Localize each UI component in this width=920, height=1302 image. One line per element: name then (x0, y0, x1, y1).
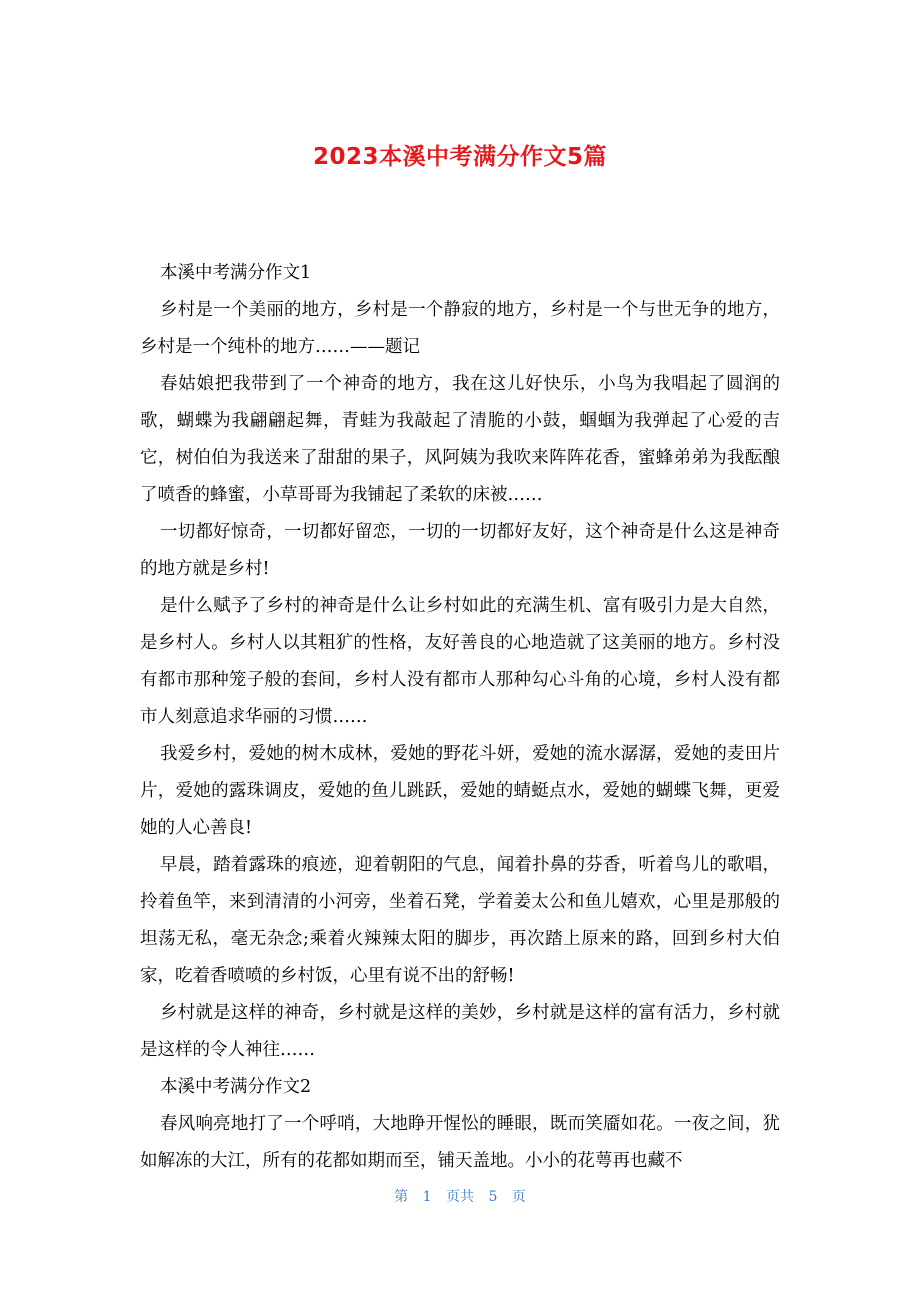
document-body (140, 255, 780, 1180)
paragraph: 一切都好惊奇，一切都好留恋，一切的一切都好友好，这个神奇是什么这是神奇的地方就是乡村! (140, 522, 780, 579)
paragraph: 乡村是一个美丽的地方，乡村是一个静寂的地方，乡村是一个与世无争的地方，乡村是一个纯朴的地方……——题记 (140, 300, 780, 357)
section-heading-2: 本溪中考满分作文2 (160, 1077, 312, 1097)
footer-end-label: 页 (511, 1189, 526, 1205)
section-heading-1: 本溪中考满分作文1 (160, 263, 312, 283)
paragraph: 是什么赋予了乡村的神奇是什么让乡村如此的充满生机、富有吸引力是大自然，是乡村人。乡村人以其粗犷的性格，友好善良的心地造就了这美丽的地方。乡村没有都市那种笼子般的套间，乡村人没有都市人那种勾心斗角的心境，乡村人没有都市人刻意追求华丽的习惯…… (140, 596, 780, 727)
page-footer (0, 1185, 920, 1209)
paragraph: 乡村就是这样的神奇，乡村就是这样的美妙，乡村就是这样的富有活力，乡村就是这样的令人神往…… (140, 1003, 780, 1060)
paragraph: 春风响亮地打了一个呼哨，大地睁开惺忪的睡眼，既而笑靥如花。一夜之间，犹如解冻的大江，所有的花都如期而至，铺天盖地。小小的花萼再也藏不 (140, 1114, 780, 1171)
footer-page-label: 第 (394, 1189, 409, 1205)
paragraph: 早晨，踏着露珠的痕迹，迎着朝阳的气息，闻着扑鼻的芬香，听着鸟儿的歌唱，拎着鱼竿，来到清清的小河旁，坐着石凳，学着姜太公和鱼儿嬉欢，心里是那般的坦荡无私，毫无杂念;乘着火辣辣太阳的脚步，再次踏上原来的路，回到乡村大伯家，吃着香喷喷的乡村饭，心里有说不出的舒畅! (140, 855, 780, 986)
paragraph: 春姑娘把我带到了一个神奇的地方，我在这儿好快乐，小鸟为我唱起了圆润的歌，蝴蝶为我翩翩起舞，青蛙为我敲起了清脆的小鼓，蝈蝈为我弹起了心爱的吉它，树伯伯为我送来了甜甜的果子，风阿姨为我吹来阵阵花香，蜜蜂弟弟为我酝酿了喷香的蜂蜜，小草哥哥为我铺起了柔软的床被…… (140, 374, 780, 505)
footer-total-label: 页共 (446, 1189, 474, 1205)
footer-total-pages: 5 (488, 1189, 498, 1205)
paragraph: 我爱乡村，爱她的树木成林，爱她的野花斗妍，爱她的流水潺潺，爱她的麦田片片，爱她的露珠调皮，爱她的鱼儿跳跃，爱她的蜻蜓点水，爱她的蝴蝶飞舞，更爱她的人心善良! (140, 744, 780, 838)
footer-page-number: 1 (422, 1189, 432, 1205)
document-title: 2023本溪中考满分作文5篇 (312, 144, 608, 170)
